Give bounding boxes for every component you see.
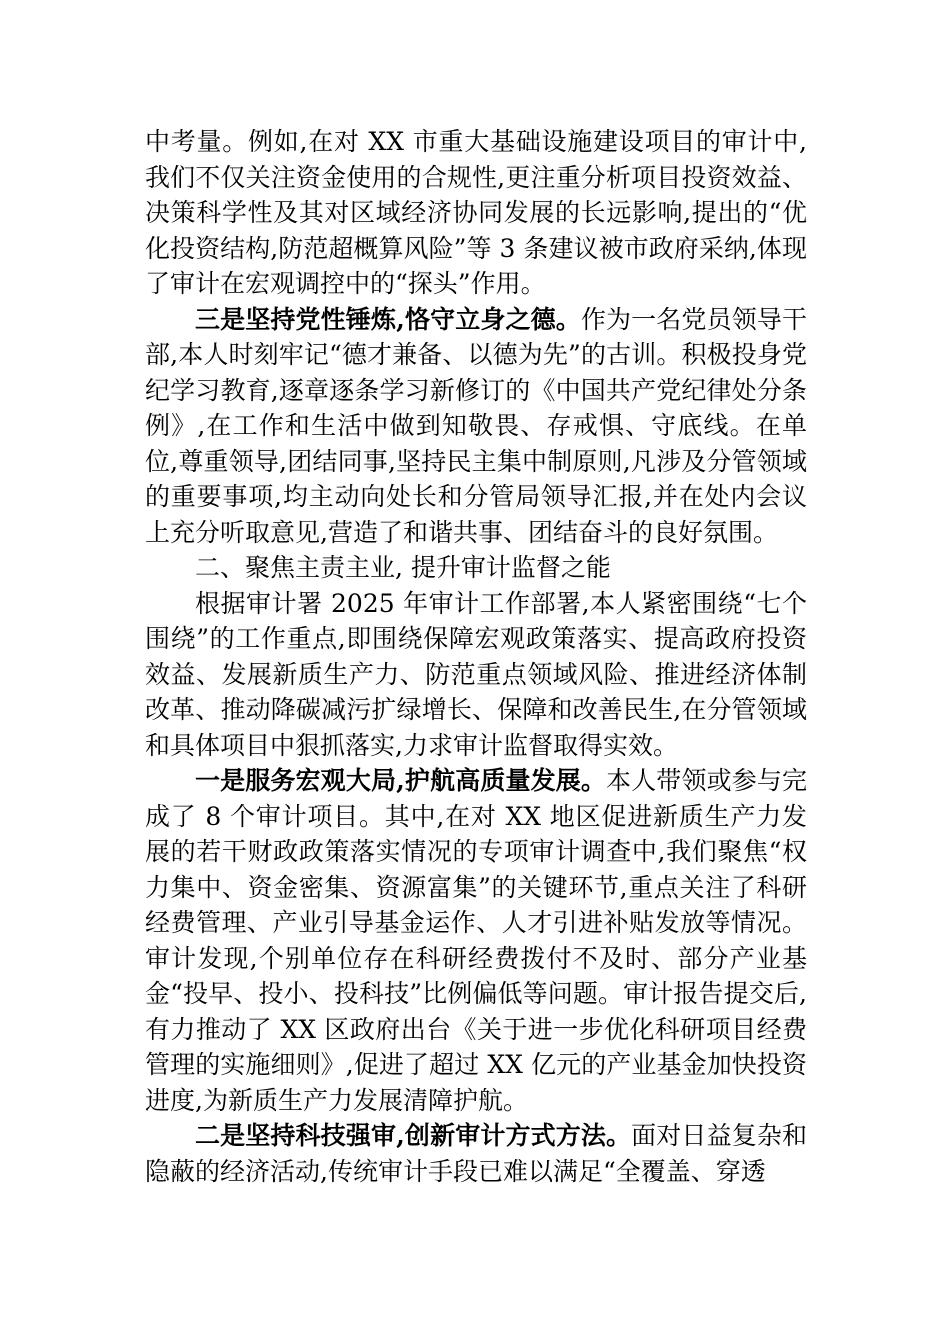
paragraph-lead-heading: 三是坚持党性锤炼,恪守立身之德。 bbox=[195, 304, 581, 334]
paragraph-lead-heading: 一是服务宏观大局,护航高质量发展。 bbox=[195, 766, 607, 795]
paragraph-continuation bbox=[145, 124, 807, 302]
paragraph-tech-audit bbox=[145, 1118, 807, 1189]
document-body bbox=[145, 124, 807, 1189]
paragraph-text: 中考量。例如,在对 XX 市重大基础设施建设项目的审计中,我们不仅关注资金使用的合规性,更注重分析项目投资效益、决策科学性及其对区域经济协同发展的长远影响,提出的“优化投资结构,防范超概算风险”等 3 条建议被市政府采纳,体现了审计在宏观调控中的“探头”作用。 bbox=[145, 127, 807, 298]
paragraph-macro-service bbox=[145, 763, 807, 1118]
paragraph-text: 作为一名党员领导干部,本人时刻牢记“德才兼备、以德为先”的古训。积极投身党纪学习教育,逐章逐条学习新修订的《中国共产党纪律处分条例》,在工作和生活中做到知敬畏、存戒惧、守底线。在单位,尊重领导,团结同事,坚持民主集中制原则,凡涉及分管领域的重要事项,均主动向处长和分管局领导汇报,并在处内会议上充分听取意见,营造了和谐共事、团结奋斗的良好氛围。 bbox=[145, 304, 807, 547]
paragraph-text: 本人带领或参与完成了 8 个审计项目。其中,在对 XX 地区促进新质生产力发展的若干财政政策落实情况的专项审计调查中,我们聚焦“权力集中、资金密集、资源富集”的关键环节,重点关注了科研经费管理、产业引导基金运作、人才引进补贴发放等情况。审计发现,个别单位存在科研经费拨付不及时、部分产业基金“投早、投小、投科技”比例偏低等问题。审计报告提交后,有力推动了 XX 区政府出台《关于进一步优化科研项目经费管理的实施细则》,促进了超过 XX 亿元的产业基金加快投资进度,为新质生产力发展清障护航。 bbox=[145, 766, 807, 1115]
paragraph-text: 面对日益复杂和隐蔽的经济活动,传统审计手段已难以满足“全覆盖、穿透 bbox=[145, 1121, 807, 1186]
section-heading-text: 二、聚焦主责主业, 提升审计监督之能 bbox=[195, 553, 611, 582]
paragraph-party-discipline bbox=[145, 302, 807, 551]
paragraph-text: 根据审计署 2025 年审计工作部署,本人紧密围绕“七个围绕”的工作重点,即围绕保障宏观政策落实、提高政府投资效益、发展新质生产力、防范重点领域风险、推进经济体制改革、推动降碳减污扩绿增长、保障和改善民生,在分管领域和具体项目中狠抓落实,力求审计监督取得实效。 bbox=[145, 588, 807, 760]
paragraph-work-plan bbox=[145, 586, 807, 764]
paragraph-lead-heading: 二是坚持科技强审,创新审计方式方法。 bbox=[195, 1121, 632, 1150]
section-heading bbox=[145, 550, 807, 586]
